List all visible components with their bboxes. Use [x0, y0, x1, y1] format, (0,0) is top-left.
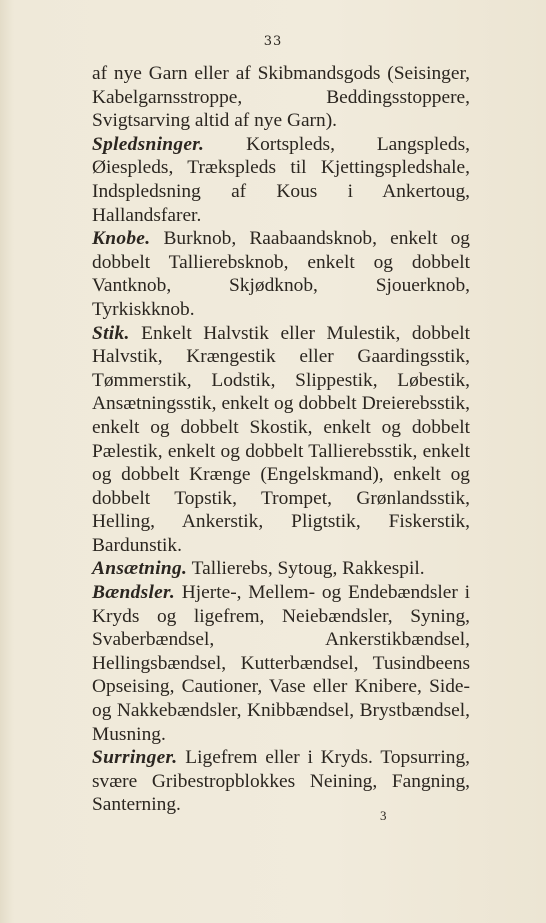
section-term: Spledsninger. — [92, 133, 205, 155]
paragraph-text: Kortspleds, Langspleds, Øiespleds, Trækspleds til Kjettingspledshale, Indspledsning af Kous i Ankertoug, Hallandsfarer. — [92, 133, 470, 226]
section-term: Ansætning. — [92, 558, 188, 580]
paragraph-text: af nye Garn eller af Skibmandsgods (Seisinger, Kabelgarnsstroppe, Beddingsstoppere, Svigtsarving altid af nye Garn). — [92, 63, 470, 132]
paragraph-spledsninger — [92, 133, 470, 227]
page-number: 33 — [263, 34, 283, 49]
paragraph-text: Burknob, Raabaandsknob, enkelt og dobbelt Tallierebsknob, enkelt og dobbelt Vantknob, Skjødknob, Sjouerknob, Tyrkiskknob. — [92, 228, 470, 320]
section-term: Surringer. — [92, 747, 178, 769]
section-term: Knobe. — [92, 228, 151, 250]
paragraph-text: Enkelt Halvstik eller Mulestik, dobbelt Halvstik, Krængestik eller Gaardingsstik, Tømmerstik, Lodstik, Slippestik, Løbestik, Ansætningsstik, enkelt og dobbelt Dreierebsstik, enkelt og dobbelt Skostik, enkelt og dobbelt Pælestik, enkelt og dobbelt Tallierebsstik, enkelt og dobbelt Krænge (Engelskmand), enkelt og dobbelt Topstik, Trompet, Grønlandsstik, Helling, Ankerstik, Pligtstik, Fiskerstik, Bardunstik. — [92, 322, 470, 556]
paragraph-baendsler — [92, 581, 470, 746]
paragraph-ansaetning — [92, 557, 470, 581]
paragraph-surringer — [92, 746, 470, 817]
paragraph-continuation — [92, 62, 470, 133]
section-term: Bændsler. — [92, 582, 175, 604]
paragraph-text: Tallierebs, Sytoug, Rakkespil. — [191, 558, 425, 580]
paragraph-text: Ligefrem eller i Kryds. Topsurring, svære Gribestropblokkes Neining, Fangning, Santerning. — [92, 747, 470, 816]
body-text — [92, 62, 470, 817]
paragraph-stik — [92, 322, 470, 558]
section-term: Stik. — [92, 322, 130, 344]
paragraph-knobe — [92, 227, 470, 321]
signature-mark: 3 — [380, 808, 387, 823]
paragraph-text: Hjerte-, Mellem- og Endebændsler i Kryds og ligefrem, Neiebændsler, Syning, Svaberbændsel, Ankerstikbændsel, Hellingsbændsel, Kutterbændsel, Tusindbeens Opseising, Cautioner, Vase eller Knibere, Side- og Nakkebændsler, Knibbændsel, Brystbændsel, Musning. — [92, 582, 470, 745]
